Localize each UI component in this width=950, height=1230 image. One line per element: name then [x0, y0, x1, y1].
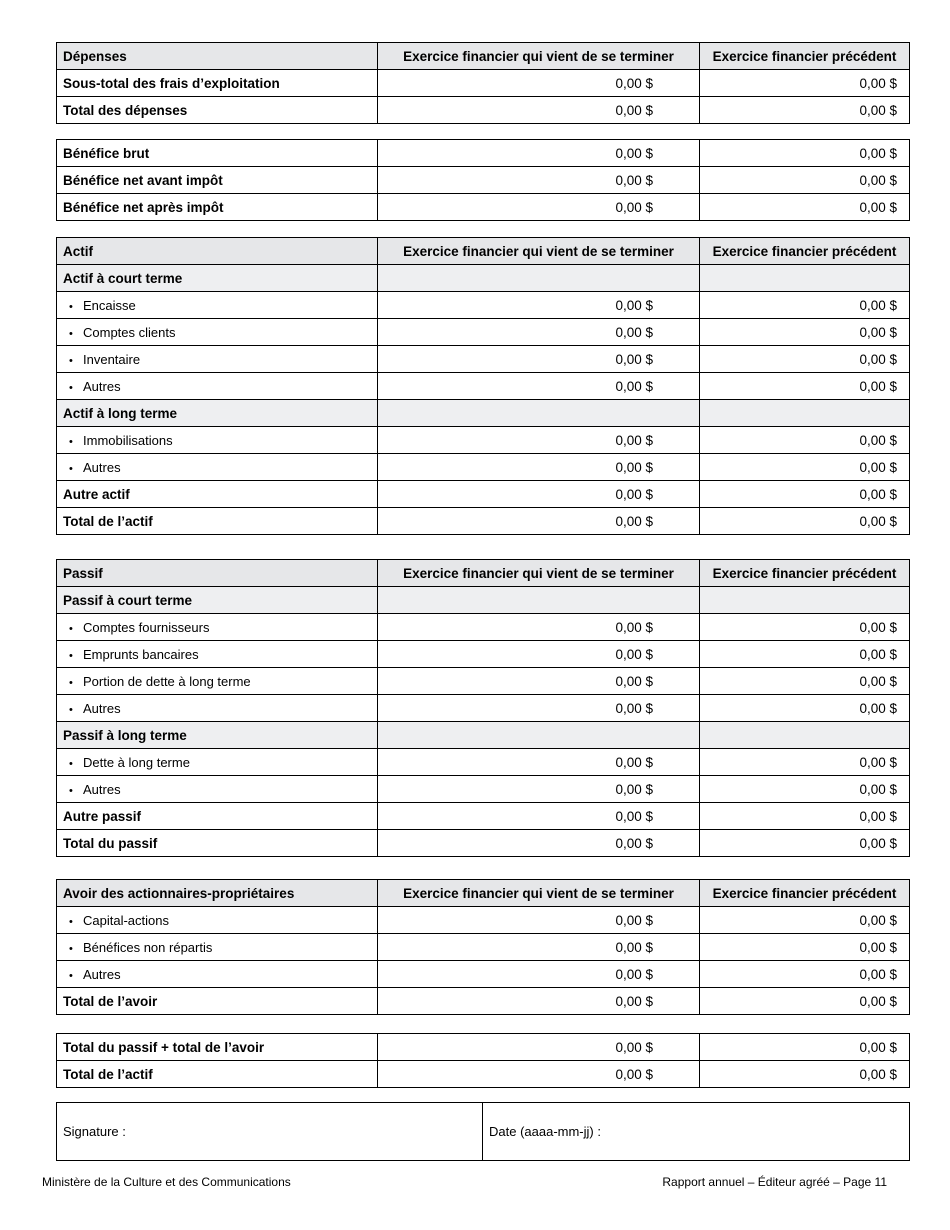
- bullet-icon: •: [69, 354, 73, 367]
- avoir-table: [56, 879, 910, 1015]
- table-row: [57, 961, 910, 988]
- footer-ministry: Ministère de la Culture et des Communications: [42, 1175, 291, 1189]
- subsection-row: [57, 722, 910, 749]
- table-header-row: [57, 560, 910, 587]
- amount-current-field[interactable]: 0,00 $: [378, 803, 700, 830]
- column-header-previous: Exercice financier précédent: [700, 43, 910, 70]
- section-title: Avoir des actionnaires-propriétaires: [57, 880, 378, 907]
- amount-current-field[interactable]: 0,00 $: [378, 319, 700, 346]
- table-row: [57, 907, 910, 934]
- amount-previous-field[interactable]: 0,00 $: [700, 454, 910, 481]
- table-row: [57, 830, 910, 857]
- row-label: Total des dépenses: [57, 97, 378, 124]
- amount-previous-field[interactable]: 0,00 $: [700, 1034, 910, 1061]
- bullet-icon: •: [69, 969, 73, 982]
- row-label: Encaisse: [83, 297, 136, 313]
- amount-previous-field[interactable]: 0,00 $: [700, 373, 910, 400]
- amount-previous-field[interactable]: 0,00 $: [700, 934, 910, 961]
- amount-current-field[interactable]: 0,00 $: [378, 961, 700, 988]
- row-label: Bénéfice net avant impôt: [57, 167, 378, 194]
- row-label: Autres: [83, 459, 121, 475]
- row-label: Emprunts bancaires: [83, 646, 199, 662]
- row-label: Comptes clients: [83, 324, 176, 340]
- row-label: Total de l’actif: [57, 508, 378, 535]
- table-row: [57, 988, 910, 1015]
- passif-table: [56, 559, 910, 857]
- table-row: [57, 641, 910, 668]
- column-header-current: Exercice financier qui vient de se terminer: [378, 880, 700, 907]
- amount-current-field[interactable]: 0,00 $: [378, 70, 700, 97]
- section-title: Actif: [57, 238, 378, 265]
- column-header-current: Exercice financier qui vient de se terminer: [378, 238, 700, 265]
- column-header-current: Exercice financier qui vient de se terminer: [378, 43, 700, 70]
- amount-current-field[interactable]: 0,00 $: [378, 907, 700, 934]
- row-label: Total de l’actif: [57, 1061, 378, 1088]
- table-row: [57, 803, 910, 830]
- table-row: [57, 373, 910, 400]
- table-row: [57, 481, 910, 508]
- table-header-row: [57, 238, 910, 265]
- bullet-icon: •: [69, 381, 73, 394]
- row-label: Bénéfice net après impôt: [57, 194, 378, 221]
- amount-current-field[interactable]: 0,00 $: [378, 695, 700, 722]
- row-label: Immobilisations: [83, 432, 173, 448]
- signature-label: Signature :: [63, 1124, 126, 1139]
- date-field[interactable]: [483, 1103, 910, 1161]
- table-header-row: [57, 880, 910, 907]
- amount-previous-field[interactable]: 0,00 $: [700, 292, 910, 319]
- amount-previous-field[interactable]: 0,00 $: [700, 614, 910, 641]
- amount-current-field[interactable]: 0,00 $: [378, 194, 700, 221]
- table-row: [57, 1061, 910, 1088]
- amount-current-field[interactable]: 0,00 $: [378, 373, 700, 400]
- table-row: [57, 319, 910, 346]
- amount-previous-field[interactable]: 0,00 $: [700, 907, 910, 934]
- actif-table: [56, 237, 910, 535]
- amount-previous-field[interactable]: 0,00 $: [700, 427, 910, 454]
- bullet-icon: •: [69, 300, 73, 313]
- amount-previous-field[interactable]: 0,00 $: [700, 988, 910, 1015]
- row-label: Comptes fournisseurs: [83, 619, 210, 635]
- subsection-row: [57, 400, 910, 427]
- amount-previous-field[interactable]: 0,00 $: [700, 70, 910, 97]
- amount-previous-field[interactable]: 0,00 $: [700, 668, 910, 695]
- table-header-row: [57, 43, 910, 70]
- column-header-previous: Exercice financier précédent: [700, 560, 910, 587]
- table-row: [57, 70, 910, 97]
- benefices-table: [56, 139, 910, 221]
- table-row: [57, 934, 910, 961]
- column-header-previous: Exercice financier précédent: [700, 238, 910, 265]
- row-label: Inventaire: [83, 351, 141, 367]
- bullet-icon: •: [69, 462, 73, 475]
- amount-current-field[interactable]: 0,00 $: [378, 776, 700, 803]
- amount-previous-field[interactable]: 0,00 $: [700, 481, 910, 508]
- amount-current-field[interactable]: 0,00 $: [378, 988, 700, 1015]
- amount-previous-field[interactable]: 0,00 $: [700, 508, 910, 535]
- subsection-title: Actif à court terme: [57, 265, 378, 292]
- table-row: [57, 292, 910, 319]
- signature-field[interactable]: [57, 1103, 483, 1161]
- bullet-icon: •: [69, 327, 73, 340]
- bullet-icon: •: [69, 649, 73, 662]
- table-row: [57, 614, 910, 641]
- depenses-table: [56, 42, 910, 124]
- amount-current-field[interactable]: 0,00 $: [378, 481, 700, 508]
- amount-previous-field[interactable]: 0,00 $: [700, 319, 910, 346]
- amount-previous-field[interactable]: 0,00 $: [700, 830, 910, 857]
- row-label: Portion de dette à long terme: [83, 673, 251, 689]
- amount-current-field[interactable]: 0,00 $: [378, 167, 700, 194]
- amount-previous-field[interactable]: 0,00 $: [700, 194, 910, 221]
- row-label: Total du passif + total de l’avoir: [57, 1034, 378, 1061]
- subsection-row: [57, 265, 910, 292]
- table-row: [57, 776, 910, 803]
- row-label: Autres: [83, 781, 121, 797]
- table-row: [57, 1034, 910, 1061]
- row-label: Total du passif: [57, 830, 378, 857]
- bullet-icon: •: [69, 703, 73, 716]
- amount-current-field[interactable]: 0,00 $: [378, 508, 700, 535]
- amount-previous-field[interactable]: 0,00 $: [700, 961, 910, 988]
- subsection-row: [57, 587, 910, 614]
- totaux-table: [56, 1033, 910, 1088]
- amount-previous-field[interactable]: 0,00 $: [700, 97, 910, 124]
- row-label: Autres: [83, 378, 121, 394]
- subsection-title: Passif à long terme: [57, 722, 378, 749]
- row-label: Capital-actions: [83, 912, 169, 928]
- amount-current-field[interactable]: 0,00 $: [378, 97, 700, 124]
- bullet-icon: •: [69, 784, 73, 797]
- table-row: [57, 695, 910, 722]
- table-row: [57, 749, 910, 776]
- footer-page-info: Rapport annuel – Éditeur agréé – Page 11: [662, 1175, 887, 1189]
- table-row: [57, 668, 910, 695]
- row-label: Bénéfices non répartis: [83, 939, 213, 955]
- table-row: [57, 346, 910, 373]
- date-label: Date (aaaa-mm-jj) :: [489, 1124, 601, 1139]
- table-row: [57, 140, 910, 167]
- table-row: [57, 167, 910, 194]
- amount-current-field[interactable]: 0,00 $: [378, 749, 700, 776]
- signature-table: [56, 1102, 910, 1161]
- row-label: Total de l’avoir: [57, 988, 378, 1015]
- amount-current-field[interactable]: 0,00 $: [378, 454, 700, 481]
- amount-current-field[interactable]: 0,00 $: [378, 830, 700, 857]
- amount-previous-field[interactable]: 0,00 $: [700, 641, 910, 668]
- amount-current-field[interactable]: 0,00 $: [378, 934, 700, 961]
- section-title: Passif: [57, 560, 378, 587]
- amount-previous-field[interactable]: 0,00 $: [700, 776, 910, 803]
- amount-previous-field[interactable]: 0,00 $: [700, 167, 910, 194]
- amount-current-field[interactable]: 0,00 $: [378, 668, 700, 695]
- amount-current-field[interactable]: 0,00 $: [378, 614, 700, 641]
- row-label: Autres: [83, 700, 121, 716]
- subsection-title: Passif à court terme: [57, 587, 378, 614]
- table-row: [57, 97, 910, 124]
- amount-current-field[interactable]: 0,00 $: [378, 1034, 700, 1061]
- column-header-previous: Exercice financier précédent: [700, 880, 910, 907]
- amount-current-field[interactable]: 0,00 $: [378, 427, 700, 454]
- amount-current-field[interactable]: 0,00 $: [378, 1061, 700, 1088]
- bullet-icon: •: [69, 757, 73, 770]
- bullet-icon: •: [69, 676, 73, 689]
- row-label: Bénéfice brut: [57, 140, 378, 167]
- subsection-title: Actif à long terme: [57, 400, 378, 427]
- section-title: Dépenses: [57, 43, 378, 70]
- row-label: Dette à long terme: [83, 754, 190, 770]
- bullet-icon: •: [69, 915, 73, 928]
- amount-previous-field[interactable]: 0,00 $: [700, 695, 910, 722]
- bullet-icon: •: [69, 622, 73, 635]
- amount-current-field[interactable]: 0,00 $: [378, 346, 700, 373]
- table-row: [57, 194, 910, 221]
- row-label: Autre actif: [57, 481, 378, 508]
- amount-current-field[interactable]: 0,00 $: [378, 140, 700, 167]
- table-row: [57, 454, 910, 481]
- amount-previous-field[interactable]: 0,00 $: [700, 803, 910, 830]
- column-header-current: Exercice financier qui vient de se terminer: [378, 560, 700, 587]
- amount-previous-field[interactable]: 0,00 $: [700, 346, 910, 373]
- row-label: Sous-total des frais d’exploitation: [57, 70, 378, 97]
- row-label: Autres: [83, 966, 121, 982]
- amount-previous-field[interactable]: 0,00 $: [700, 749, 910, 776]
- bullet-icon: •: [69, 435, 73, 448]
- amount-current-field[interactable]: 0,00 $: [378, 292, 700, 319]
- bullet-icon: •: [69, 942, 73, 955]
- amount-current-field[interactable]: 0,00 $: [378, 641, 700, 668]
- row-label: Autre passif: [57, 803, 378, 830]
- table-row: [57, 508, 910, 535]
- amount-previous-field[interactable]: 0,00 $: [700, 1061, 910, 1088]
- table-row: [57, 427, 910, 454]
- amount-previous-field[interactable]: 0,00 $: [700, 140, 910, 167]
